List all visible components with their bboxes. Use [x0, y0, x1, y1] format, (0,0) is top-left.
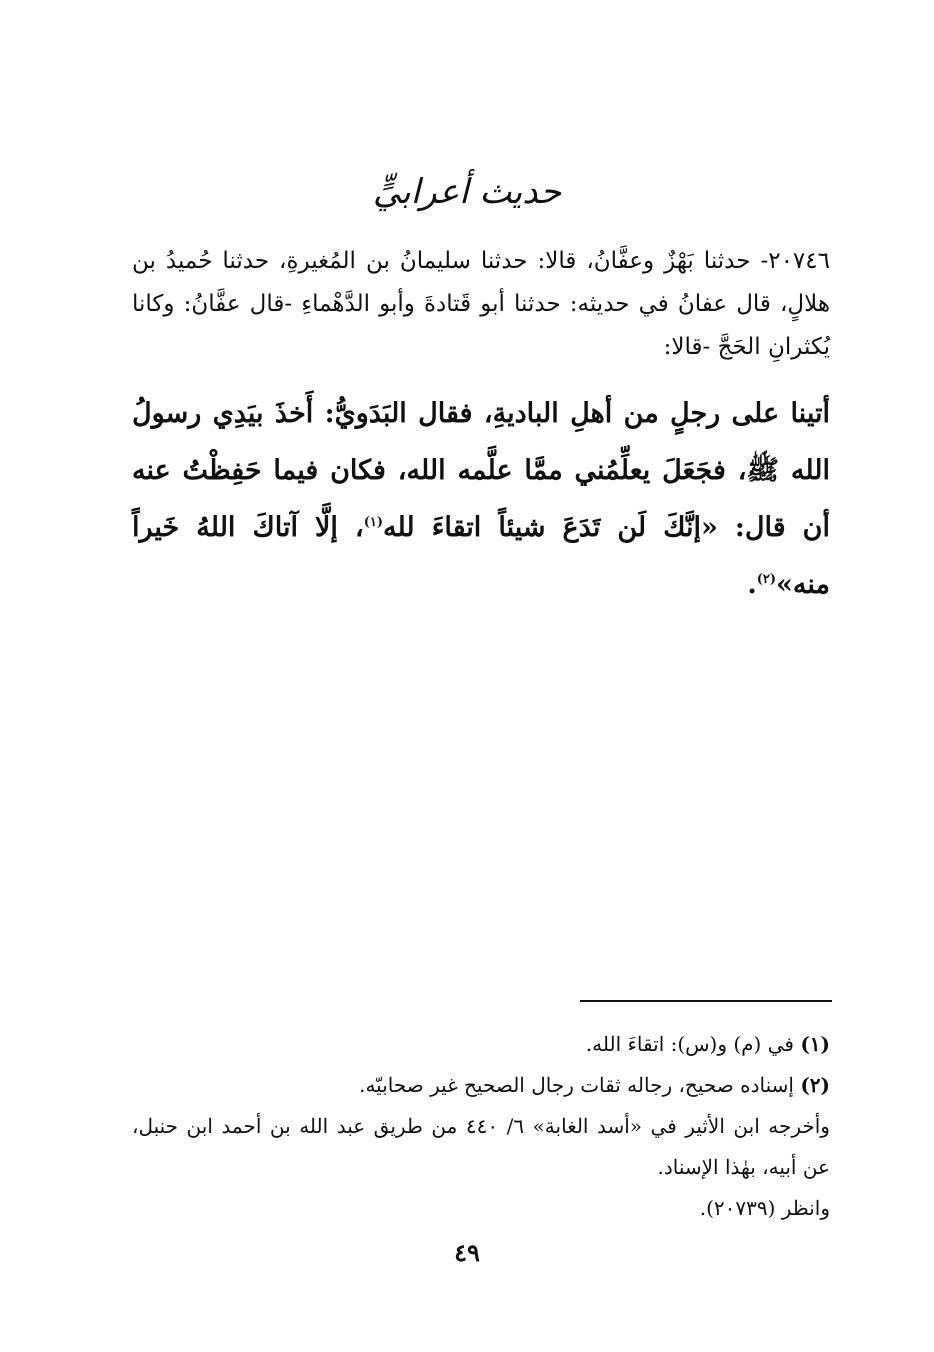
matn-text-end: .: [747, 569, 757, 600]
footnote-text: في (م) و(س): اتقاءَ الله.: [585, 1032, 794, 1056]
footnote-2: [132, 1065, 830, 1106]
page-number: ٤٩: [454, 1238, 480, 1267]
footnote-1: [132, 1024, 830, 1065]
footnote-text: إسناده صحيح، رجاله ثقات رجال الصحيح غير صحابيّه.: [359, 1073, 794, 1097]
section-title: حديث أعرابيٍّ: [372, 172, 562, 212]
footnote-ref-1: (١): [363, 515, 383, 530]
footnote-ref-2: (٢): [756, 572, 777, 587]
matn-text-part-2: ، إلَّا آتاكَ اللهُ خَيراً منه»: [132, 512, 830, 600]
footnote-2-see-also: [132, 1188, 830, 1229]
footnote-number: (٢): [800, 1073, 830, 1097]
hadith-matn: [132, 385, 830, 613]
hadith-isnad: ٢٠٧٤٦- حدثنا بَهْزٌ وعفَّانُ، قالا: حدثنا سليمانُ بن المُغيرةِ، حدثنا حُميدُ بن هلالٍ، قال عفانُ في حديثه: حدثنا أبو قَتادةَ وأبو الدَّهْماءِ -قال عفَّانُ: وكانا يُكثرانِ الحَجَّ -قالا:: [132, 248, 830, 360]
footnote-text: وانظر (٢٠٧٣٩).: [699, 1196, 830, 1220]
footnote-text: وأخرجه ابن الأثير في «أسد الغابة» ٦/ ٤٤٠ من طريق عبد الله بن أحمد ابن حنبل، عن أبيه، بهٰذا الإسناد.: [132, 1114, 830, 1179]
matn-text-part-1: أتينا على رجلٍ من أهلِ الباديةِ، فقال البَدَويُّ: أَخذَ بيَدِي رسولُ الله ﷺ، فجَعَلَ يعلِّمُني ممَّا علَّمه الله، فكان فيما حَفِظْتُ عنه أن قال: «إنَّكَ لَن تَدَعَ شيئاً اتقاءَ لله: [132, 398, 831, 543]
footnote-separator: [580, 1000, 832, 1002]
footnote-number: (١): [800, 1032, 830, 1056]
footnotes: [132, 1024, 830, 1229]
footnote-2-continued: [132, 1106, 830, 1188]
